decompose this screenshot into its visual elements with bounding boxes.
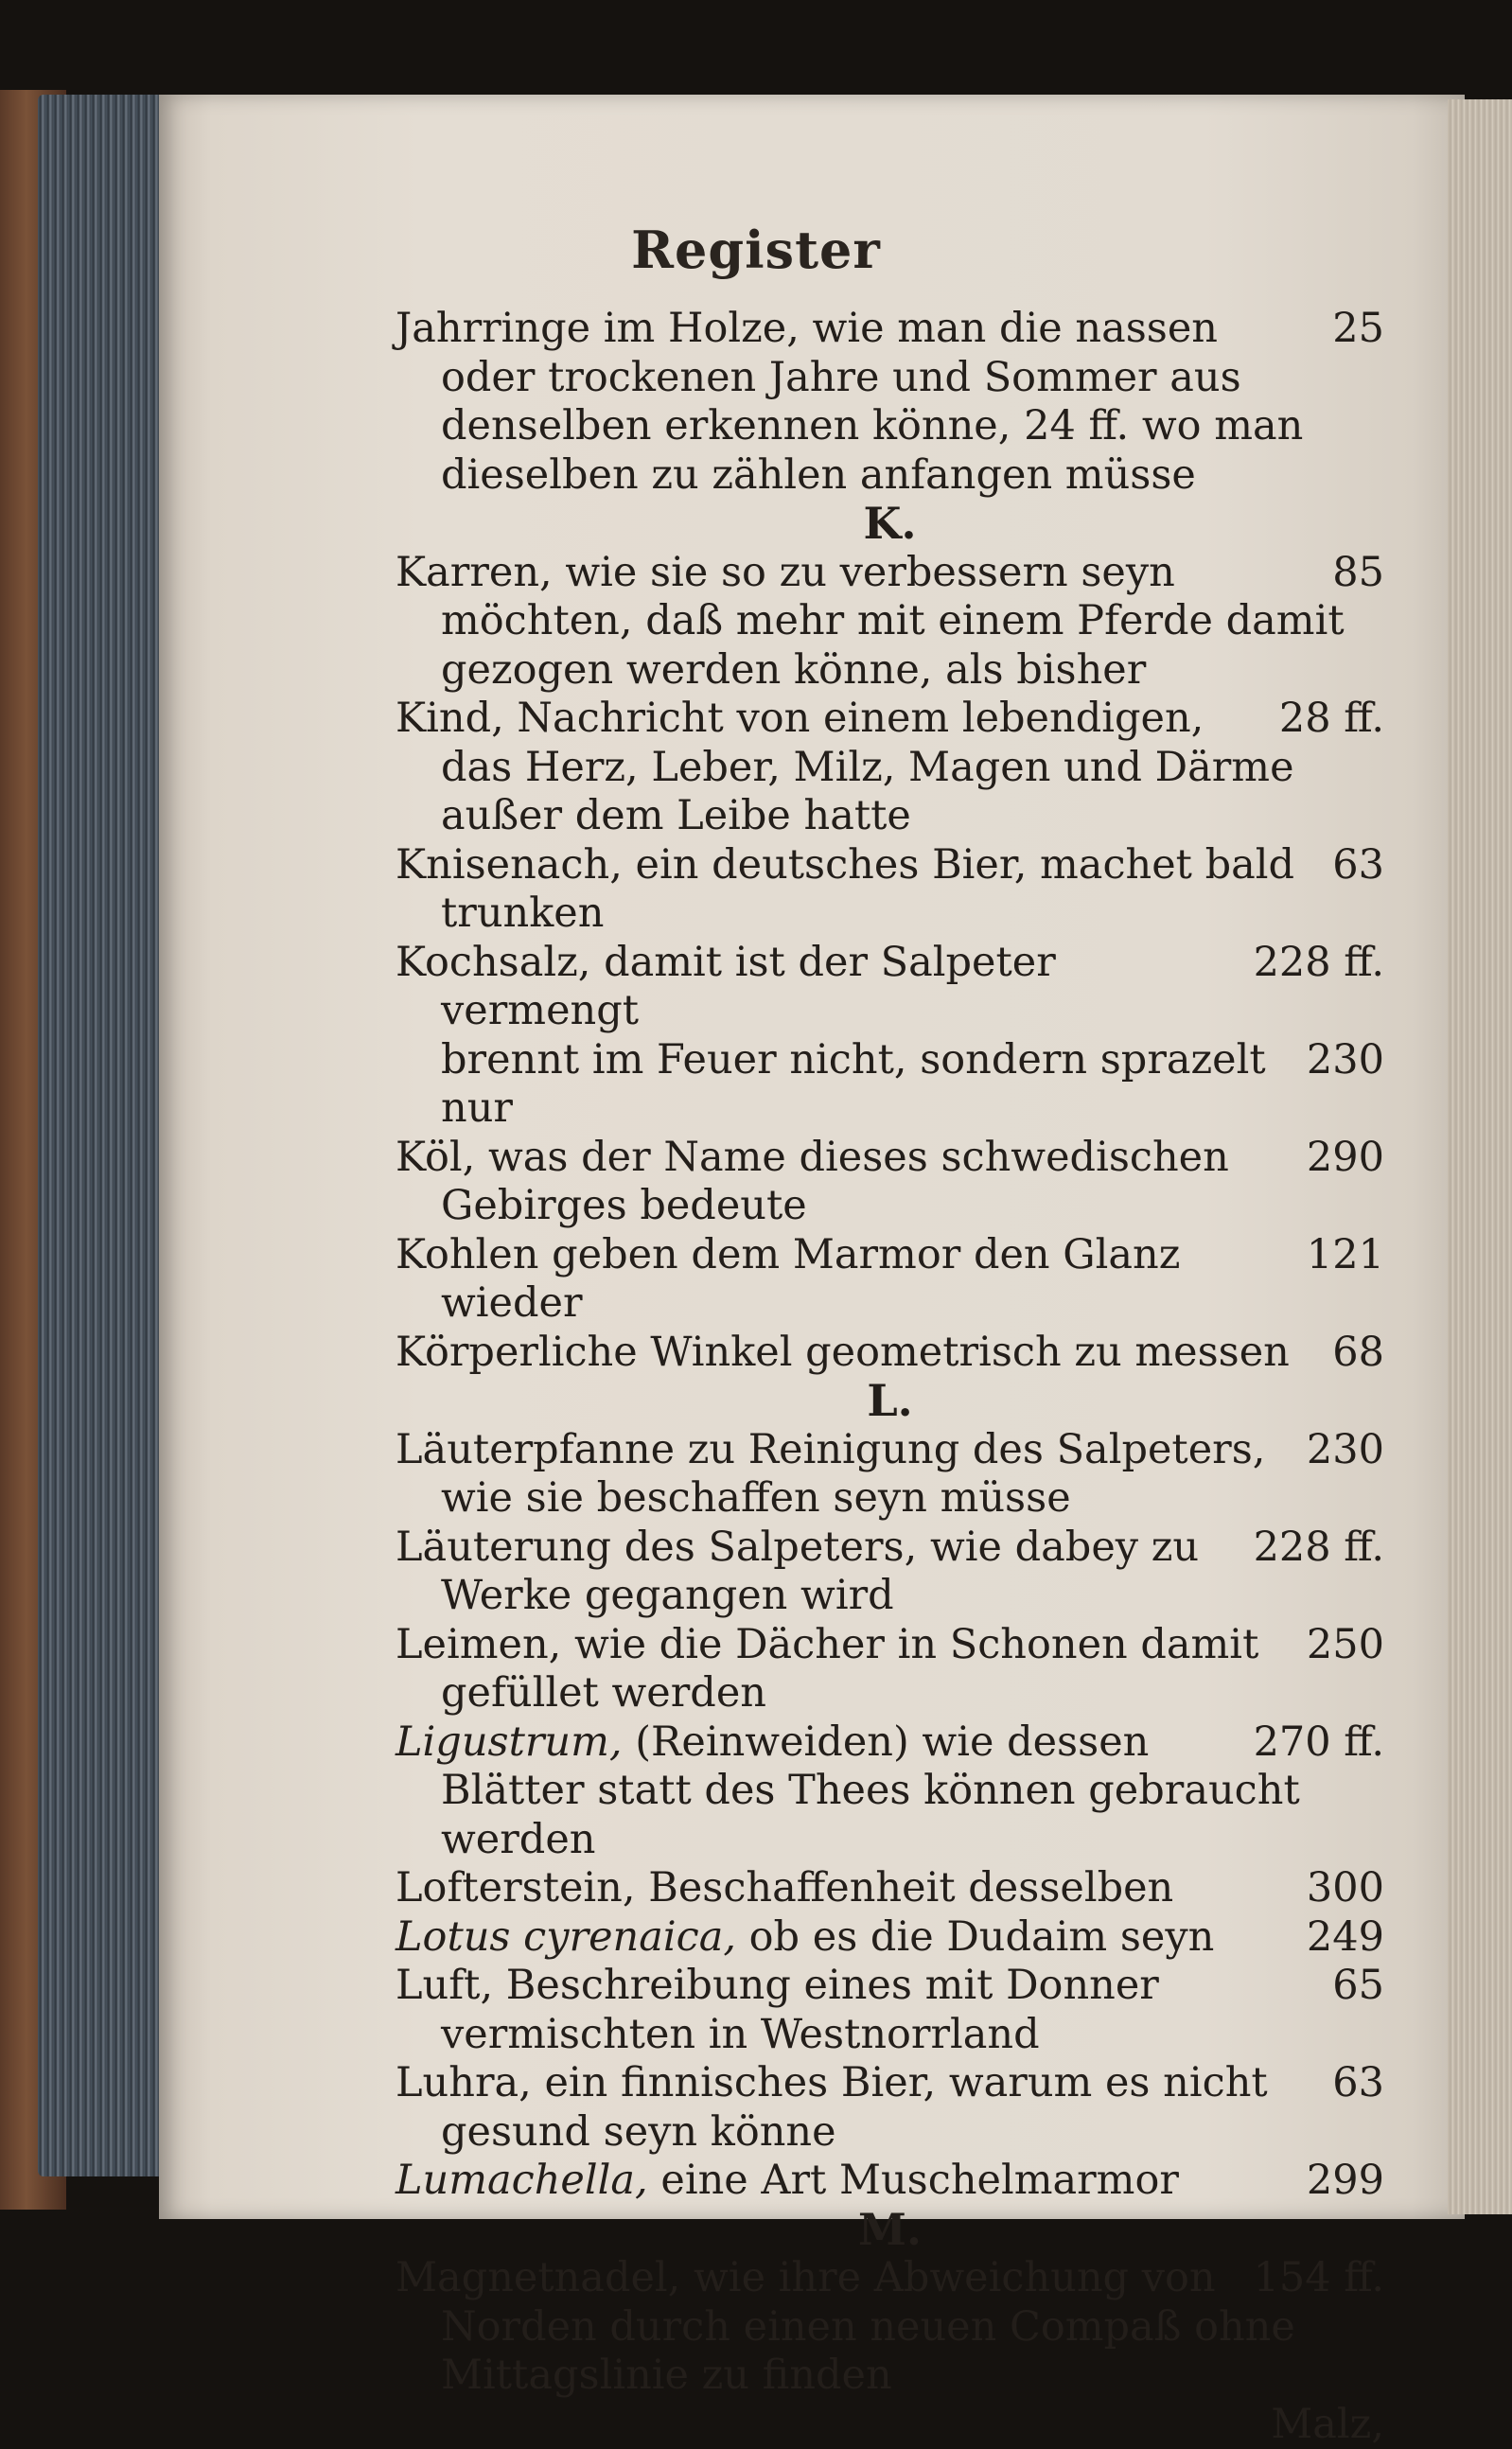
index-entry: [396, 1718, 1384, 1865]
entry-text: Leimen, wie die Dächer in Schonen damit gefüllet werden: [396, 1621, 1258, 1718]
entry-latin-head: Lumachella,: [396, 2157, 648, 2204]
page-number: 250: [1288, 1621, 1384, 1670]
section-letter: L.: [396, 1377, 1384, 1426]
register-entries: [396, 305, 1384, 2449]
index-entry: [396, 1134, 1384, 1231]
index-entry: [396, 1231, 1384, 1329]
page-number: 290: [1288, 1134, 1384, 1183]
page-number: 300: [1288, 1864, 1384, 1913]
page-number: 249: [1288, 1913, 1384, 1963]
page-edges-left: [38, 95, 170, 2176]
entry-text: Körperliche Winkel geometrisch zu messen: [396, 1329, 1290, 1376]
index-subentry: [396, 1036, 1384, 1134]
entry-text: Läuterung des Salpeters, wie dabey zu Werke gegangen wird: [396, 1524, 1199, 1620]
index-entry: [396, 1426, 1384, 1524]
index-entry: [396, 305, 1384, 500]
page-number: 63: [1313, 2059, 1384, 2108]
index-entry: [396, 841, 1384, 939]
page-number: 230: [1288, 1426, 1384, 1475]
index-entry: [396, 1621, 1384, 1718]
index-entry: [396, 1962, 1384, 2059]
catchword: Malz,: [396, 2401, 1384, 2449]
entry-text: Jahrringe im Holze, wie man die nassen oder trockenen Jahre und Sommer aus denselben erkennen könne, 24 ff. wo man dieselben zu zählen anfangen müsse: [396, 305, 1303, 499]
section-letter: K.: [396, 500, 1384, 549]
entry-text: Magnetnadel, wie ihre Abweichung von Norden durch einen neuen Compaß ohne Mittagslinie zu finden: [396, 2254, 1295, 2399]
entry-text: eine Art Muschelmarmor: [660, 2157, 1179, 2204]
page-number: 68: [1313, 1329, 1384, 1378]
entry-text: Knisenach, ein deutsches Bier, machet bald trunken: [396, 841, 1294, 938]
entry-text: Kochsalz, damit ist der Salpeter vermengt: [396, 939, 1056, 1035]
page-number: 85: [1313, 549, 1384, 598]
index-entry: [396, 939, 1384, 1036]
entry-text: Köl, was der Name dieses schwedischen Gebirges bedeute: [396, 1134, 1229, 1230]
page-title: Register: [0, 220, 1512, 280]
index-entry: [396, 1864, 1384, 1913]
entry-text: ob es die Dudaim seyn: [749, 1913, 1215, 1961]
index-entry: [396, 2254, 1384, 2401]
index-entry: [396, 695, 1384, 841]
page-number: 228 ff.: [1235, 939, 1384, 988]
page-number: 25: [1313, 305, 1384, 354]
entry-text: Kohlen geben dem Marmor den Glanz wieder: [396, 1231, 1180, 1328]
page-number: 228 ff.: [1235, 1524, 1384, 1573]
index-entry: [396, 1524, 1384, 1621]
index-entry: [396, 1913, 1384, 1963]
index-entry: [396, 2157, 1384, 2206]
index-entry: [396, 2059, 1384, 2157]
index-entry: [396, 1329, 1384, 1378]
entry-text: (Reinweiden) wie dessen Blätter statt des Thees können gebraucht werden: [441, 1718, 1300, 1863]
entry-text: brennt im Feuer nicht, sondern sprazelt nur: [441, 1036, 1266, 1133]
entry-text: Läuterpfanne zu Reinigung des Salpeters, wie sie beschaffen seyn müsse: [396, 1426, 1265, 1523]
page-number: 299: [1288, 2157, 1384, 2206]
page-number: 154 ff.: [1235, 2254, 1384, 2303]
entry-latin-head: Ligustrum,: [396, 1718, 623, 1766]
index-entry: [396, 549, 1384, 696]
entry-text: Lofterstein, Beschaffenheit desselben: [396, 1864, 1173, 1912]
entry-text: Luhra, ein finnisches Bier, warum es nicht gesund seyn könne: [396, 2059, 1268, 2156]
page-number: 28 ff.: [1260, 695, 1384, 744]
page-number: 121: [1288, 1231, 1384, 1280]
page-number: 65: [1313, 1962, 1384, 2011]
entry-text: Karren, wie sie so zu verbessern seyn möchten, daß mehr mit einem Pferde damit gezogen werden könne, als bisher: [396, 549, 1345, 694]
section-letter: M.: [396, 2206, 1384, 2255]
page-number: 230: [1288, 1036, 1384, 1085]
page-number: 270 ff.: [1235, 1718, 1384, 1768]
page-edges-right: [1448, 99, 1512, 2214]
entry-text: Luft, Beschreibung eines mit Donner vermischten in Westnorrland: [396, 1962, 1159, 2058]
entry-latin-head: Lotus cyrenaica,: [396, 1913, 736, 1961]
entry-text: Kind, Nachricht von einem lebendigen, das Herz, Leber, Milz, Magen und Därme außer dem Leibe hatte: [396, 695, 1294, 839]
page-number: 63: [1313, 841, 1384, 890]
